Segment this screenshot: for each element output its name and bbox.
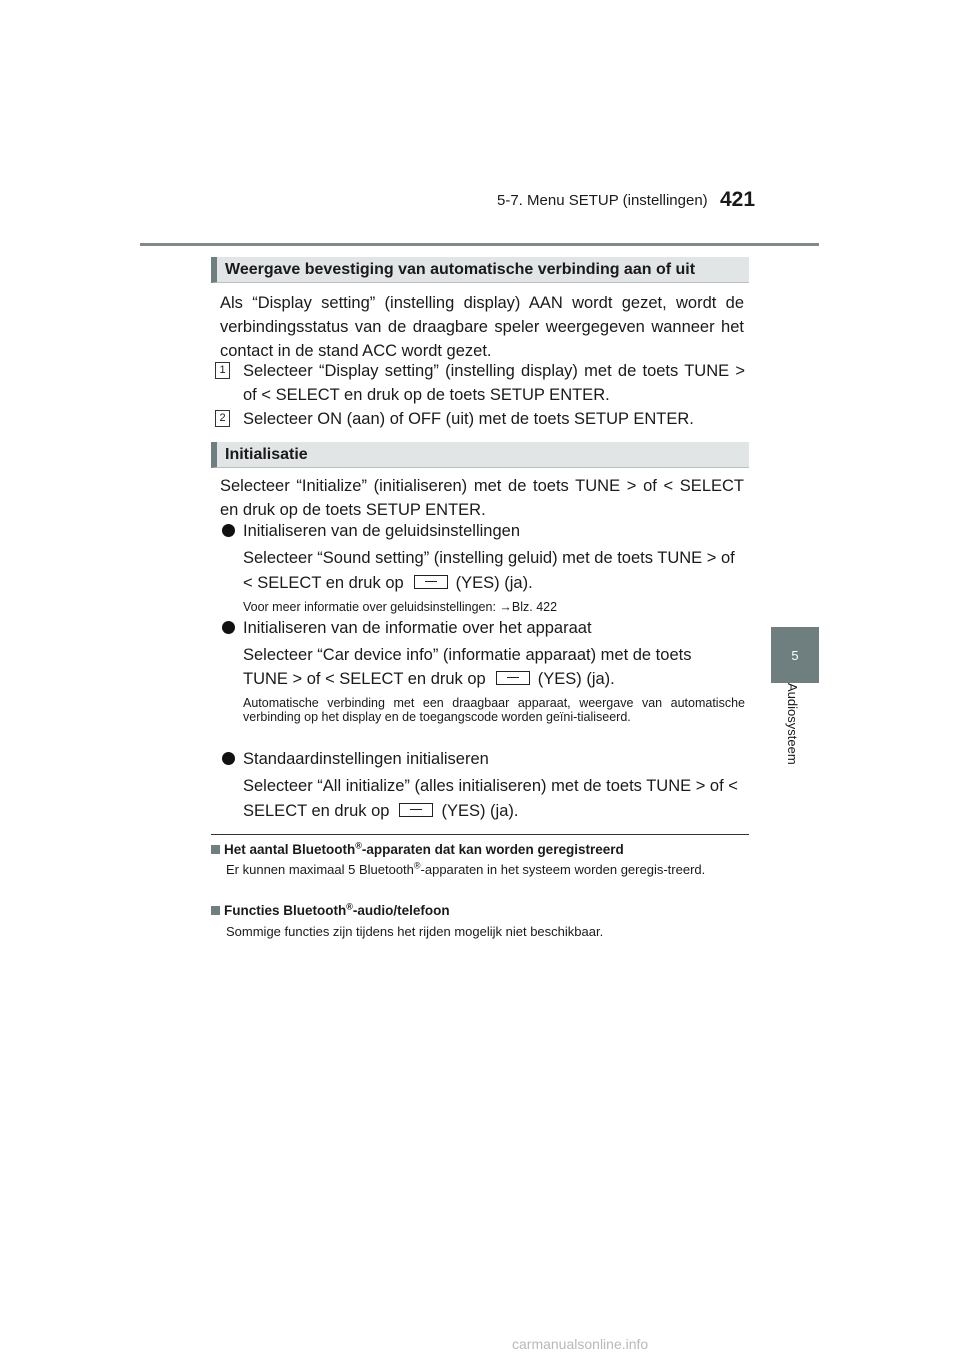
note-title-bluetooth-count [211, 842, 624, 857]
note2-body: Sommige functies zijn tijdens het rijden mogelijk niet beschikbaar. [226, 924, 604, 939]
bullet-title: Standaardinstellingen initialiseren [243, 750, 489, 768]
page-number: 421 [720, 188, 756, 211]
registered-mark: ® [346, 901, 353, 912]
watermark: carmanualsonline.info [512, 1336, 649, 1352]
section-heading-auto-connection [211, 257, 749, 283]
bullet-dot-icon [222, 752, 235, 765]
step1-text: Selecteer “Display setting” (instelling display) met de toets TUNE > of < SELECT en druk op de toets SETUP ENTER. [243, 362, 745, 404]
b1-note: Voor meer informatie over geluidsinstellingen: →Blz. 422 [243, 600, 558, 614]
registered-mark: ® [413, 860, 421, 871]
step2-text: Selecteer ON (aan) of OFF (uit) met de toets SETUP ENTER. [243, 410, 694, 428]
square-bullet-icon [211, 845, 220, 854]
b2-line2-start: TUNE > of < SELECT en druk op [243, 670, 486, 688]
section1-intro: Als “Display setting” (instelling display) AAN wordt gezet, wordt de verbindingsstatus van de draagbare speler weergegeven wanneer het contact in de stand ACC wordt gezet. [220, 294, 744, 360]
note1-body [226, 862, 746, 878]
yes-key-icon [399, 803, 433, 817]
running-header-section: 5-7. Menu SETUP (instellingen) [497, 192, 708, 209]
square-bullet-icon [211, 906, 220, 915]
chapter-tab-label-box [771, 683, 819, 793]
header-rule [140, 243, 819, 246]
note1-title-end: -apparaten dat kan worden geregistreerd [361, 842, 624, 857]
note1-title-start: Het aantal Bluetooth [224, 842, 356, 857]
bullet-all-initialize [222, 747, 489, 771]
section-heading-initialisatie [211, 442, 749, 468]
note2-title-end: -audio/telefoon [352, 903, 450, 918]
b2-line2 [243, 667, 745, 691]
registered-mark: ® [355, 840, 362, 851]
note-title-bluetooth-functions [211, 903, 450, 918]
step-number-1: 1 [215, 362, 230, 379]
note2-title-start: Functies Bluetooth [224, 903, 347, 918]
note1-body-start: Er kunnen maximaal 5 Bluetooth [226, 862, 414, 877]
section-title: Weergave bevestiging van automatische verbinding aan of uit [225, 261, 696, 278]
b3-line2 [243, 799, 745, 823]
b3-line1: Selecteer “All initialize” (alles initialiseren) met de toets TUNE > of < [243, 777, 738, 795]
b1-line2-start: < SELECT en druk op [243, 574, 404, 592]
section-title: Initialisatie [225, 446, 308, 463]
step-number-2: 2 [215, 410, 230, 427]
b1-line2-end: (YES) (ja). [455, 574, 533, 592]
bullet-dot-icon [222, 621, 235, 634]
notes-rule [211, 834, 749, 835]
b3-line2-end: (YES) (ja). [441, 802, 519, 820]
chapter-number: 5 [791, 647, 799, 663]
bullet-title: Initialiseren van de informatie over het apparaat [243, 619, 592, 637]
bullet-device-info [222, 616, 592, 640]
bullet-dot-icon [222, 524, 235, 537]
yes-key-icon [496, 671, 530, 685]
b2-note: Automatische verbinding met een draagbaar apparaat, weergave van automatische verbinding op het display en de toegangscode worden geïni-tialiseerd. [243, 696, 745, 724]
bullet-title: Initialiseren van de geluidsinstellingen [243, 522, 521, 540]
b1-line1: Selecteer “Sound setting” (instelling geluid) met de toets TUNE > of [243, 549, 735, 567]
b1-line2 [243, 571, 745, 595]
yes-key-icon [414, 575, 448, 589]
note1-body-end: -apparaten in het systeem worden geregis-treerd. [420, 862, 706, 877]
b2-line1: Selecteer “Car device info” (informatie apparaat) met de toets [243, 646, 692, 664]
chapter-tab [771, 627, 819, 683]
section2-intro: Selecteer “Initialize” (initialiseren) met de toets TUNE > of < SELECT en druk op de toets SETUP ENTER. [220, 477, 744, 519]
chapter-label: Audiosysteem [785, 683, 800, 765]
b2-line2-end: (YES) (ja). [537, 670, 615, 688]
bullet-sound-settings [222, 519, 520, 543]
b3-line2-start: SELECT en druk op [243, 802, 390, 820]
